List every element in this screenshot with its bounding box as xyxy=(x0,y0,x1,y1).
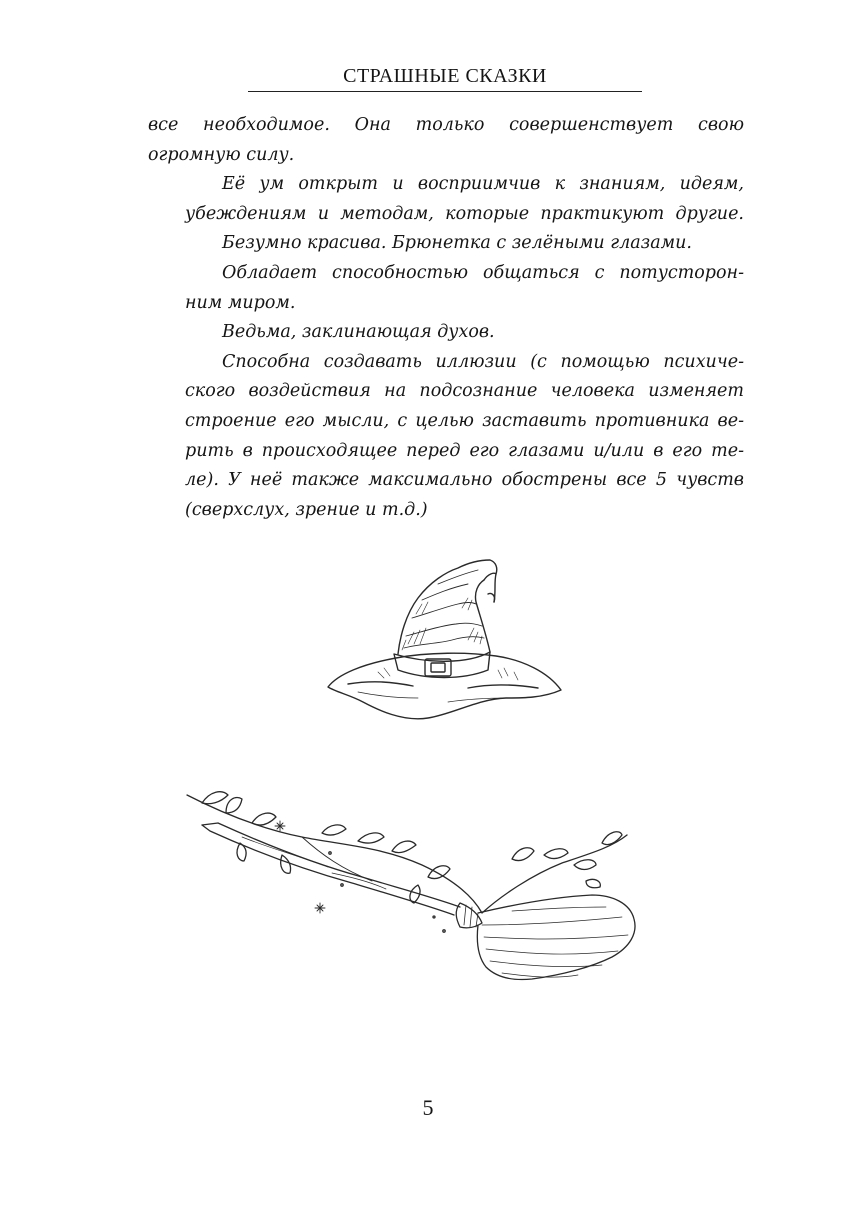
header-rule xyxy=(248,91,642,92)
text-line: строение его мысли, с целью заставить противника ве- xyxy=(185,410,744,431)
paragraph-5 xyxy=(148,318,744,348)
text-line: огромную силу. xyxy=(148,144,295,165)
text-line: Обладает способностью общаться с потусторон- xyxy=(222,262,744,283)
text-line: убеждениям и методам, которые практикуют другие. xyxy=(185,203,744,224)
text-line: ле). У неё также максимально обострены все 5 чувств xyxy=(185,470,744,491)
text-line: Её ум открыт и восприимчив к знаниям, идеям, xyxy=(222,174,744,195)
running-header-title: СТРАШНЫЕ СКАЗКИ xyxy=(343,65,547,87)
paragraph-2 xyxy=(148,170,744,229)
text-line: Безумно красива. Брюнетка с зелёными глазами. xyxy=(222,233,692,254)
paragraph-1 xyxy=(148,111,744,170)
paragraph-4 xyxy=(148,259,744,318)
text-line: Ведьма, заклинающая духов. xyxy=(222,322,495,343)
text-line: Способна создавать иллюзии (с помощью психиче- xyxy=(222,351,744,372)
text-line: ского воздействия на подсознание человека изменяет xyxy=(185,381,744,402)
paragraph-6 xyxy=(148,348,744,526)
body-text xyxy=(148,111,744,525)
paragraph-3 xyxy=(148,229,744,259)
witch-hat-icon xyxy=(318,552,568,722)
text-line: рить в происходящее перед его глазами и/или в его те- xyxy=(185,440,744,461)
text-line: ним миром. xyxy=(185,292,296,313)
page-number: 5 xyxy=(422,1095,434,1120)
broomstick-icon xyxy=(182,785,652,990)
text-line: (сверхслух, зрение и т.д.) xyxy=(185,499,428,520)
text-line: все необходимое. Она только совершенствует свою xyxy=(148,115,744,135)
